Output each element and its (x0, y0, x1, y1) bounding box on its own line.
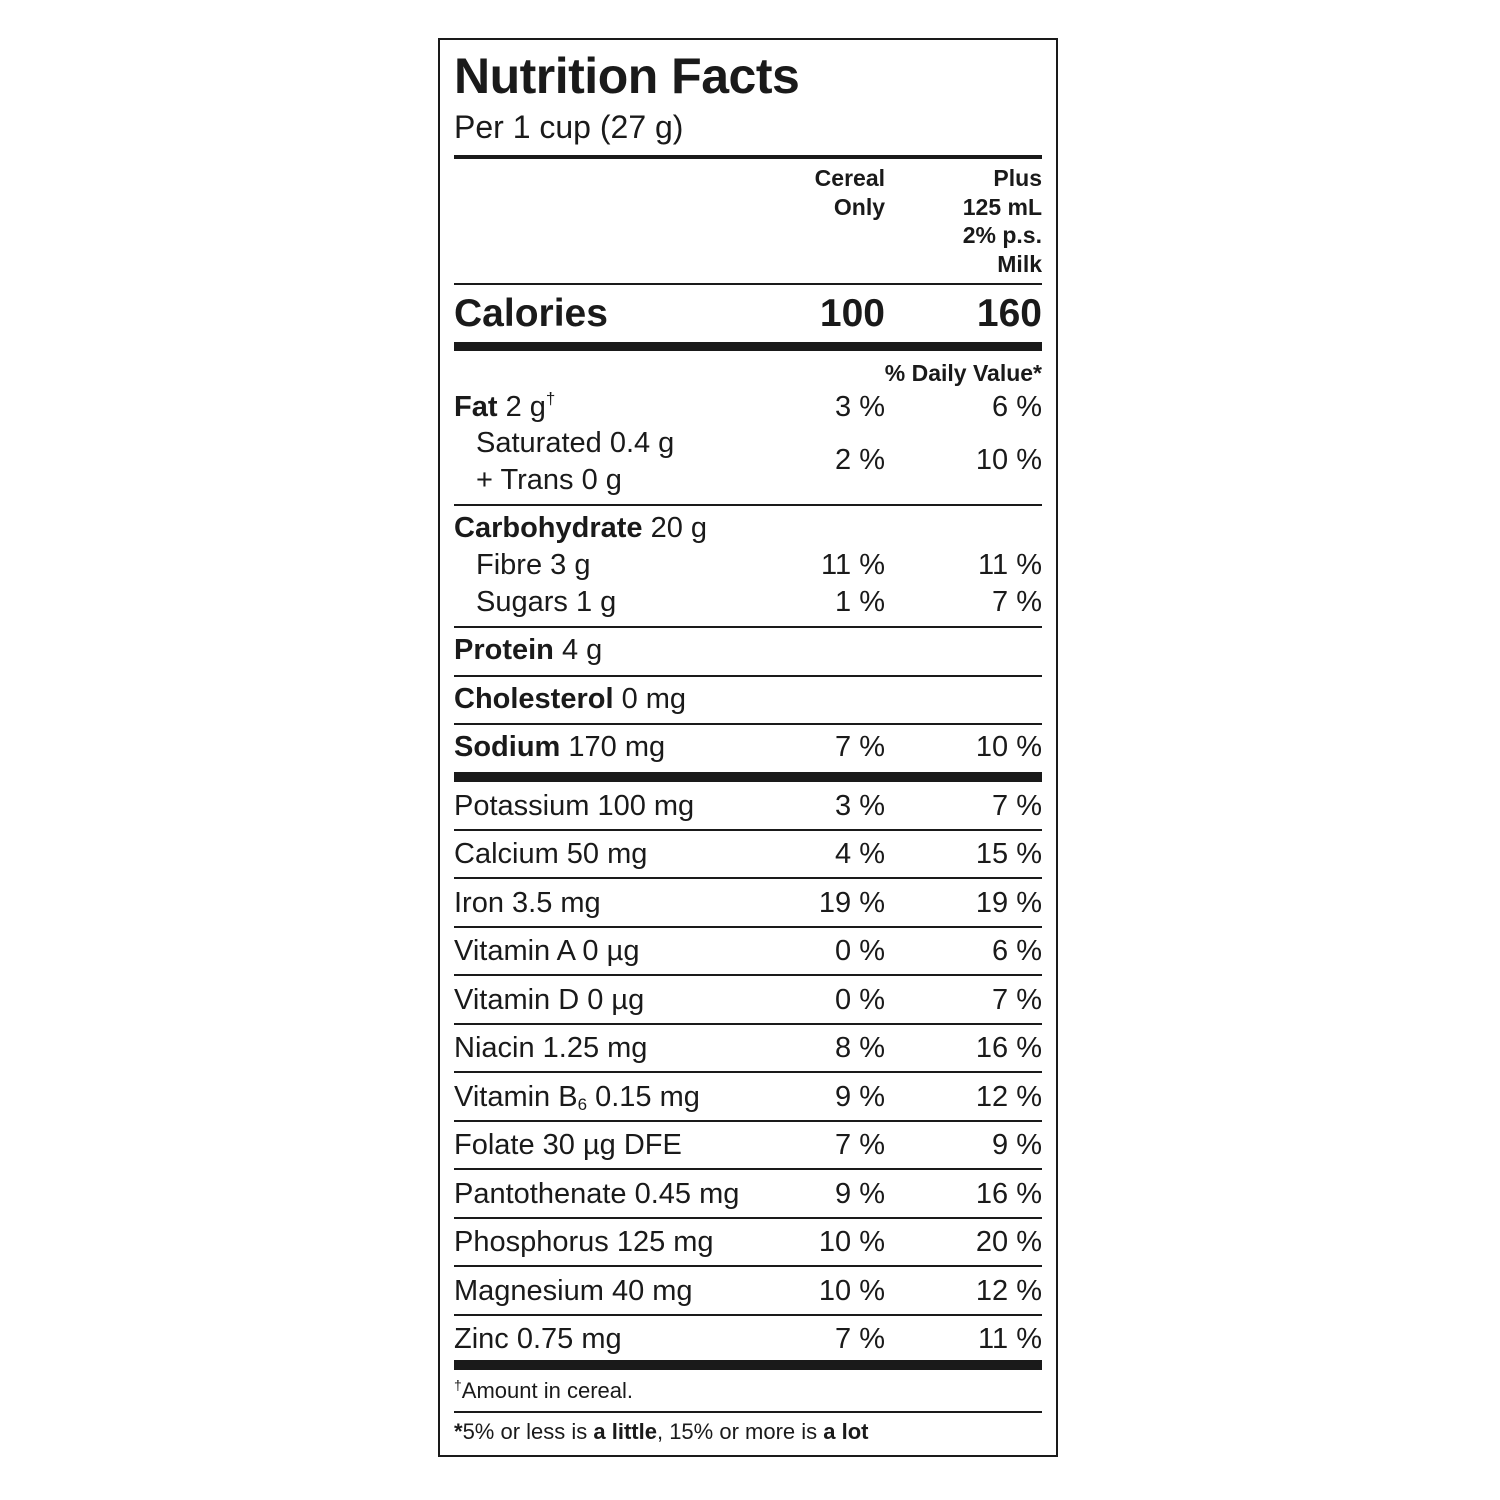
divider-rule (454, 829, 1042, 831)
column-header-line: Cereal (814, 165, 885, 191)
mineral-row-label: Potassium 100 mg (454, 790, 695, 822)
mineral-row-label: Zinc 0.75 mg (454, 1323, 622, 1355)
fat-row-label (454, 389, 555, 425)
dagger-mark: † (454, 1377, 462, 1393)
thick-divider-rule (454, 342, 1042, 351)
column-header-line: Milk (997, 250, 1042, 277)
mineral-plus-dv: 19 % (975, 887, 1042, 919)
fibre-label: Fibre 3 g (476, 549, 591, 581)
divider-rule (454, 1023, 1042, 1025)
vitamin-b6-amount: 0.15 mg (587, 1081, 700, 1113)
thick-divider-rule (454, 1360, 1042, 1370)
mineral-plus-dv: 12 % (975, 1081, 1042, 1113)
mineral-row-label: Phosphorus 125 mg (454, 1226, 714, 1258)
column-header-plus-milk (963, 164, 1042, 278)
carbohydrate-name: Carbohydrate (454, 512, 643, 544)
fat-amount: 2 g (505, 391, 546, 423)
saturated-cereal-dv: 2 % (835, 444, 885, 476)
footnote-text: Amount in cereal. (461, 1378, 633, 1403)
saturated-plus-dv: 10 % (975, 444, 1042, 476)
fibre-cereal-dv: 11 % (821, 549, 885, 581)
divider-rule (454, 1120, 1042, 1122)
mineral-cereal-dv: 3 % (835, 790, 885, 822)
mineral-row-label: Folate 30 µg DFE (454, 1129, 682, 1161)
fat-plus-dv: 6 % (992, 391, 1042, 423)
footnote-text: 5% or less is (462, 1419, 594, 1444)
mineral-cereal-dv: 0 % (835, 935, 885, 967)
vitamin-b6-label-text: Vitamin B (454, 1081, 578, 1113)
mineral-cereal-dv: 8 % (835, 1032, 885, 1064)
mineral-cereal-dv: 7 % (835, 1323, 885, 1355)
divider-rule (454, 504, 1042, 506)
carbohydrate-amount: 20 g (650, 512, 708, 544)
cholesterol-name: Cholesterol (454, 683, 614, 715)
protein-name: Protein (454, 634, 554, 666)
divider-rule (454, 1314, 1042, 1316)
column-header-cereal-only (815, 164, 885, 221)
fat-cereal-dv: 3 % (835, 391, 885, 423)
mineral-row-label: Niacin 1.25 mg (454, 1032, 648, 1064)
mineral-row-label: Calcium 50 mg (454, 838, 648, 870)
sugars-plus-dv: 7 % (992, 586, 1042, 618)
fibre-plus-dv: 11 % (978, 549, 1042, 581)
protein-amount: 4 g (561, 634, 603, 666)
divider-rule (454, 155, 1042, 159)
label-title: Nutrition Facts (454, 48, 800, 104)
sodium-name: Sodium (454, 731, 561, 763)
saturated-label: Saturated 0.4 g (476, 427, 675, 459)
footnote-amount-in-cereal (454, 1377, 633, 1405)
footnote-text: , 15% or more is (656, 1419, 824, 1444)
mineral-plus-dv: 12 % (975, 1275, 1042, 1307)
carbohydrate-row-label (454, 510, 707, 546)
footnote-emphasis: a little (593, 1419, 657, 1444)
column-header-line: 2% p.s. (962, 222, 1042, 248)
divider-rule (454, 1265, 1042, 1267)
sodium-cereal-dv: 7 % (835, 731, 885, 763)
vitamin-b6-subscript: 6 (577, 1095, 588, 1114)
divider-rule (454, 675, 1042, 677)
footnote-emphasis: a lot (823, 1419, 869, 1444)
column-header-line: 125 mL (962, 193, 1042, 220)
mineral-row-label: Magnesium 40 mg (454, 1275, 693, 1307)
protein-row-label (454, 632, 602, 668)
mineral-plus-dv: 7 % (992, 984, 1042, 1016)
sodium-plus-dv: 10 % (975, 731, 1042, 763)
calories-plus-value: 160 (976, 292, 1042, 335)
mineral-cereal-dv: 9 % (835, 1178, 885, 1210)
mineral-plus-dv: 16 % (975, 1032, 1042, 1064)
divider-rule (454, 926, 1042, 928)
divider-rule (454, 1217, 1042, 1219)
dagger-mark: † (545, 389, 556, 408)
trans-label: + Trans 0 g (476, 464, 622, 496)
mineral-plus-dv: 7 % (992, 790, 1042, 822)
cholesterol-row-label (454, 681, 686, 717)
divider-rule (454, 1071, 1042, 1073)
mineral-plus-dv: 11 % (978, 1323, 1042, 1355)
mineral-cereal-dv: 0 % (835, 984, 885, 1016)
divider-rule (454, 723, 1042, 725)
serving-size: Per 1 cup (27 g) (454, 109, 684, 145)
mineral-cereal-dv: 9 % (835, 1081, 885, 1113)
mineral-cereal-dv: 19 % (818, 887, 885, 919)
sodium-row-label (454, 729, 665, 765)
mineral-row-label: Vitamin A 0 µg (454, 935, 640, 967)
mineral-plus-dv: 6 % (992, 935, 1042, 967)
mineral-row-label: Iron 3.5 mg (454, 887, 601, 919)
mineral-cereal-dv: 10 % (818, 1226, 885, 1258)
mineral-row-label: Vitamin D 0 µg (454, 984, 645, 1016)
thick-divider-rule (454, 772, 1042, 782)
column-header-line: Plus (993, 165, 1042, 191)
nutrition-facts-label (438, 38, 1058, 1457)
calories-label: Calories (454, 292, 608, 335)
mineral-plus-dv: 20 % (975, 1226, 1042, 1258)
sugars-cereal-dv: 1 % (835, 586, 885, 618)
vitamin-b6-row-label (454, 1079, 700, 1115)
mineral-cereal-dv: 4 % (835, 838, 885, 870)
column-header-line: Only (833, 193, 885, 220)
asterisk-mark: * (454, 1419, 463, 1444)
divider-rule (454, 974, 1042, 976)
sodium-amount: 170 mg (568, 731, 666, 763)
mineral-cereal-dv: 7 % (835, 1129, 885, 1161)
sugars-label: Sugars 1 g (476, 586, 617, 618)
footnote-daily-value (454, 1418, 868, 1446)
calories-cereal-value: 100 (819, 292, 885, 335)
divider-rule (454, 877, 1042, 879)
divider-rule (454, 1411, 1042, 1413)
divider-rule (454, 626, 1042, 628)
divider-rule (454, 283, 1042, 285)
daily-value-header: % Daily Value* (884, 360, 1042, 386)
mineral-plus-dv: 16 % (975, 1178, 1042, 1210)
mineral-plus-dv: 15 % (975, 838, 1042, 870)
fat-name: Fat (454, 391, 498, 423)
divider-rule (454, 1168, 1042, 1170)
cholesterol-amount: 0 mg (621, 683, 687, 715)
mineral-plus-dv: 9 % (992, 1129, 1042, 1161)
mineral-row-label: Pantothenate 0.45 mg (454, 1178, 740, 1210)
mineral-cereal-dv: 10 % (818, 1275, 885, 1307)
